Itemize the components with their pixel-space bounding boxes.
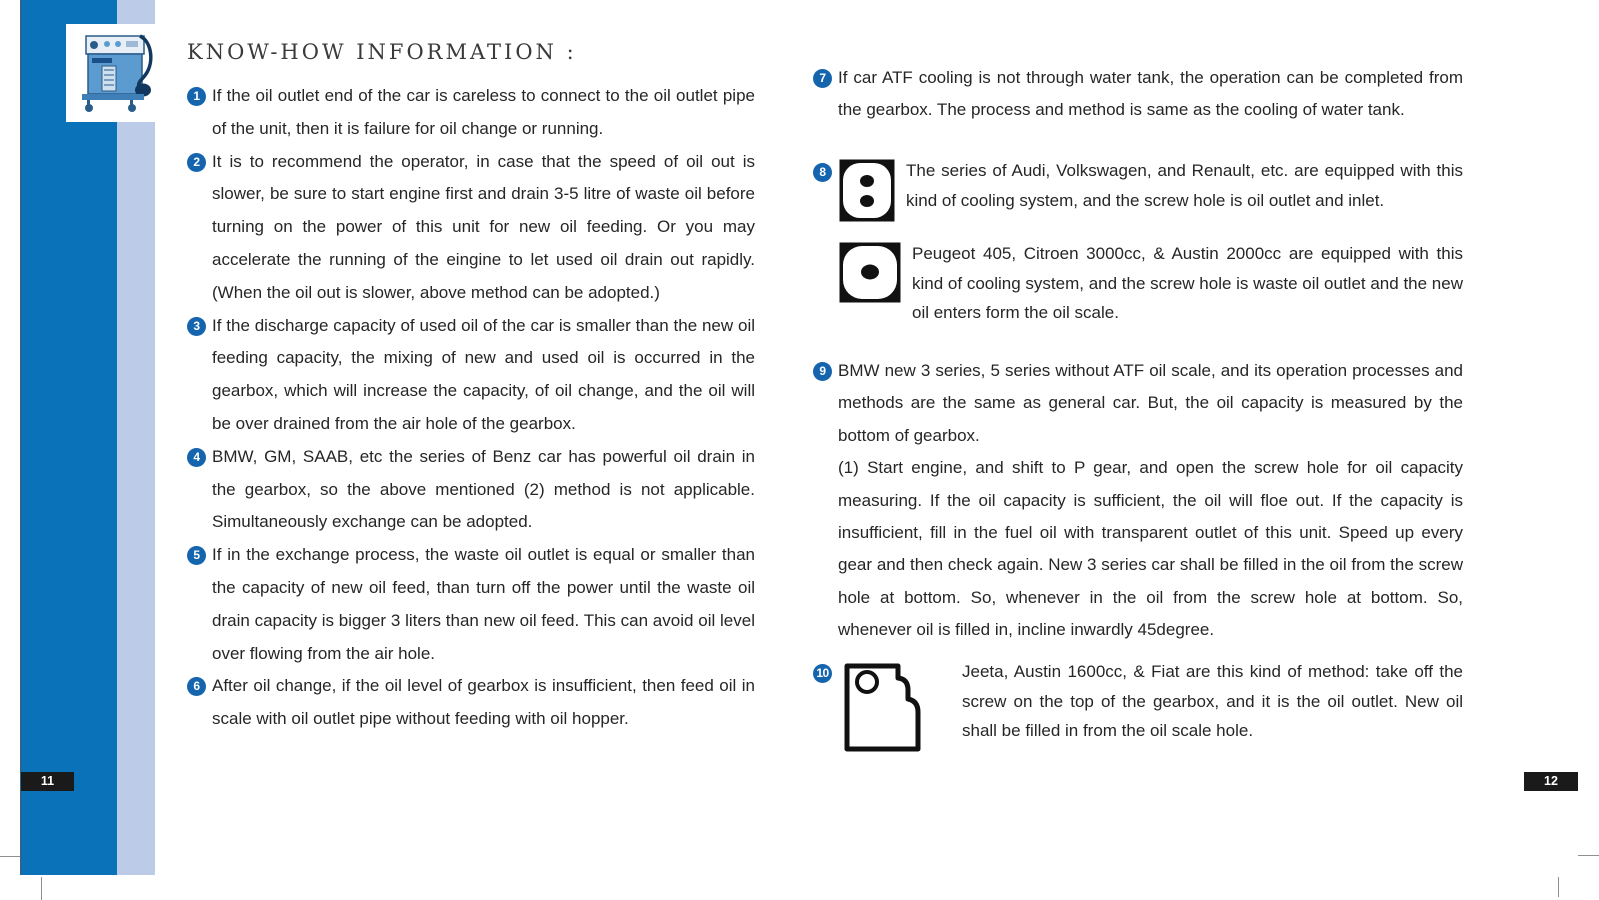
- item-text: The series of Audi, Volkswagen, and Renault, etc. are equipped with this kind of cooling system, and the screw hole is oil outlet and inlet.: [906, 161, 1463, 210]
- know-how-item-9: [813, 355, 1463, 647]
- know-how-item-1: [187, 80, 755, 146]
- item-number-badge: 10: [813, 664, 832, 683]
- item-number-badge: 7: [813, 69, 832, 88]
- item-number-badge: 9: [813, 362, 832, 381]
- know-how-item-2: [187, 146, 755, 310]
- item-number-badge: 5: [187, 546, 206, 565]
- item-text-paragraph: (1) Start engine, and shift to P gear, and open the screw hole for oil capacity measuring. If the oil capacity is sufficient, the oil will floe out. If the capacity is insufficient, fill in the fuel oil with transparent outlet of this unit. Speed up every gear and then check again. New 3 series car shall be filled in the oil from the screw hole at bottom. So, whenever in the oil from the screw hole at bottom. So, whenever oil is filled in, incline inwardly 45degree.: [838, 458, 1463, 640]
- know-how-item-10: [813, 657, 1463, 754]
- item-text: Jeeta, Austin 1600cc, & Fiat are this kind of method: take off the screw on the top of the gearbox, and it is the oil outlet. New oil shall be filled in from the oil scale hole.: [962, 662, 1463, 741]
- item-text: If car ATF cooling is not through water tank, the operation can be completed from the gearbox. The process and method is same as the cooling of water tank.: [838, 68, 1463, 120]
- cooling-system-block-a: [838, 156, 1463, 223]
- item-text: If the oil outlet end of the car is careless to connect to the oil outlet pipe of the unit, then it is failure for oil change or running.: [212, 86, 755, 138]
- left-page-content: [187, 40, 755, 736]
- item-number-badge: 4: [187, 448, 206, 467]
- item-text: If in the exchange process, the waste oil outlet is equal or smaller than the capacity of new oil feed, than turn off the power until the waste oil drain capacity is bigger 3 liters than new oil feed. This can avoid oil level over flowing from the air hole.: [212, 545, 755, 663]
- gearbox-top-view-icon: [840, 661, 940, 754]
- item-text-paragraph: BMW new 3 series, 5 series without ATF oil scale, and its operation processes and methods are the same as general car. But, the oil capacity is measured by the bottom of gearbox.: [838, 361, 1463, 445]
- cooling-system-block-b: [838, 239, 1463, 328]
- know-how-item-6: [187, 670, 755, 736]
- item-number-badge: 8: [813, 163, 832, 182]
- item-number-badge: 2: [187, 153, 206, 172]
- item-text: If the discharge capacity of used oil of the car is smaller than the new oil feeding capacity, the mixing of new and used oil is occurred in the gearbox, which will increase the capacity, of oil change, and the oil will be over drained from the air hole of the gearbox.: [212, 315, 755, 433]
- crop-mark: [41, 877, 42, 900]
- know-how-item-4: [187, 441, 755, 539]
- item-8-blocks: [838, 156, 1463, 328]
- know-how-item-5: [187, 539, 755, 670]
- page-title: KNOW-HOW INFORMATION :: [187, 40, 577, 64]
- item-text: Peugeot 405, Citroen 3000cc, & Austin 2000cc are equipped with this kind of cooling system, and the screw hole is waste oil outlet and the new oil enters form the oil scale.: [912, 244, 1463, 323]
- item-text: After oil change, if the oil level of gearbox is insufficient, then feed oil in scale with oil outlet pipe without feeding with oil hopper.: [212, 676, 755, 729]
- sidebar-dark-bar: [22, 0, 117, 875]
- crop-mark: [1558, 877, 1559, 897]
- cooler-two-holes-icon: [838, 158, 896, 223]
- sidebar-light-bar: [117, 0, 155, 875]
- know-how-item-3: [187, 310, 755, 441]
- crop-mark: [1578, 855, 1599, 856]
- item-number-badge: 6: [187, 677, 206, 696]
- item-text: [838, 355, 1463, 647]
- crop-mark: [0, 856, 20, 857]
- item-text: BMW, GM, SAAB, etc the series of Benz car has powerful oil drain in the gearbox, so the above mentioned (2) method is not applicable. Simultaneously exchange can be adopted.: [212, 446, 755, 532]
- item-text: It is to recommend the operator, in case that the speed of oil out is slower, be sure to start engine first and drain 3-5 litre of waste oil before turning on the power of this unit for new oil feeding. Or you may accelerate the running of the eingine to let used oil drain out rapidly. (When the oil out is slower, above method can be adopted.): [212, 151, 755, 302]
- know-how-item-7: [813, 62, 1463, 127]
- item-number-badge: 3: [187, 317, 206, 336]
- know-how-item-8: [813, 156, 1463, 328]
- page-number-right: 12: [1524, 772, 1578, 791]
- page-number-left: 11: [21, 772, 74, 791]
- machine-illustration: [66, 24, 175, 122]
- cooler-one-hole-icon: [838, 241, 902, 304]
- machine-photo: [66, 24, 175, 122]
- item-number-badge: 1: [187, 87, 206, 106]
